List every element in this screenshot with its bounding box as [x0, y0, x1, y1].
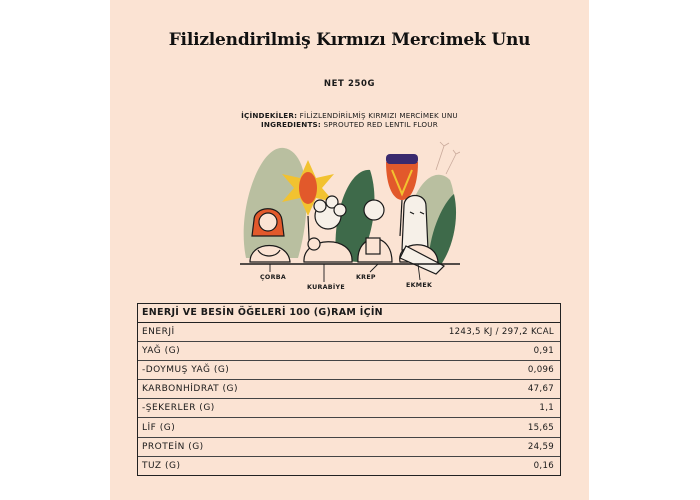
- table-row: [138, 361, 560, 380]
- ingredients-tr-label: İÇİNDEKİLER:: [241, 111, 298, 120]
- row-value: 0,16: [533, 460, 554, 471]
- row-value: 1,1: [539, 403, 554, 414]
- row-name: PROTEİN (G): [142, 441, 204, 452]
- table-row: [138, 323, 560, 342]
- row-value: 0,91: [533, 346, 554, 357]
- row-name: YAĞ (G): [142, 346, 181, 357]
- food-illustration: [240, 140, 460, 300]
- table-row: [138, 380, 560, 399]
- row-name: ENERJİ: [142, 327, 175, 338]
- table-row: [138, 418, 560, 437]
- row-value: 15,65: [527, 422, 554, 433]
- row-name: -DOYMUŞ YAĞ (G): [142, 365, 230, 376]
- nutrition-header: ENERJİ VE BESİN ÖĞELERİ 100 (G)RAM İÇİN: [138, 304, 560, 323]
- nutrition-table: [137, 303, 561, 476]
- row-value: 1243,5 KJ / 297,2 KCAL: [448, 327, 554, 338]
- row-name: TUZ (G): [142, 460, 181, 471]
- ingredients-block: [110, 111, 589, 129]
- table-row: [138, 438, 560, 457]
- ingredients-tr-text: FİLİZLENDİRİLMİŞ KIRMIZI MERCİMEK UNU: [299, 111, 458, 120]
- net-weight: NET 250G: [323, 79, 376, 89]
- row-value: 0,096: [527, 365, 554, 376]
- ingredients-en: [110, 120, 589, 129]
- row-value: 47,67: [527, 384, 554, 395]
- label-corba: ÇORBA: [260, 274, 286, 281]
- product-label: [110, 0, 589, 500]
- ingredients-tr: [110, 111, 589, 120]
- row-name: LİF (G): [142, 422, 176, 433]
- sage-leaf-left: [244, 148, 307, 258]
- ingredients-en-label: INGREDIENTS:: [261, 120, 321, 129]
- label-ekmek: EKMEK: [406, 282, 433, 289]
- row-name: -ŞEKERLER (G): [142, 403, 215, 414]
- table-row: [138, 342, 560, 361]
- orange-bud-left: [299, 172, 317, 204]
- purple-petals: [386, 154, 418, 164]
- label-kurabiye: KURABİYE: [307, 284, 346, 291]
- table-row: [138, 457, 560, 475]
- ingredients-en-text: SPROUTED RED LENTIL FLOUR: [323, 120, 438, 129]
- row-value: 24,59: [527, 441, 554, 452]
- table-row: [138, 399, 560, 418]
- product-title: Filizlendirilmiş Kırmızı Mercimek Unu: [168, 30, 531, 50]
- label-krep: KREP: [356, 274, 376, 281]
- row-name: KARBONHİDRAT (G): [142, 384, 239, 395]
